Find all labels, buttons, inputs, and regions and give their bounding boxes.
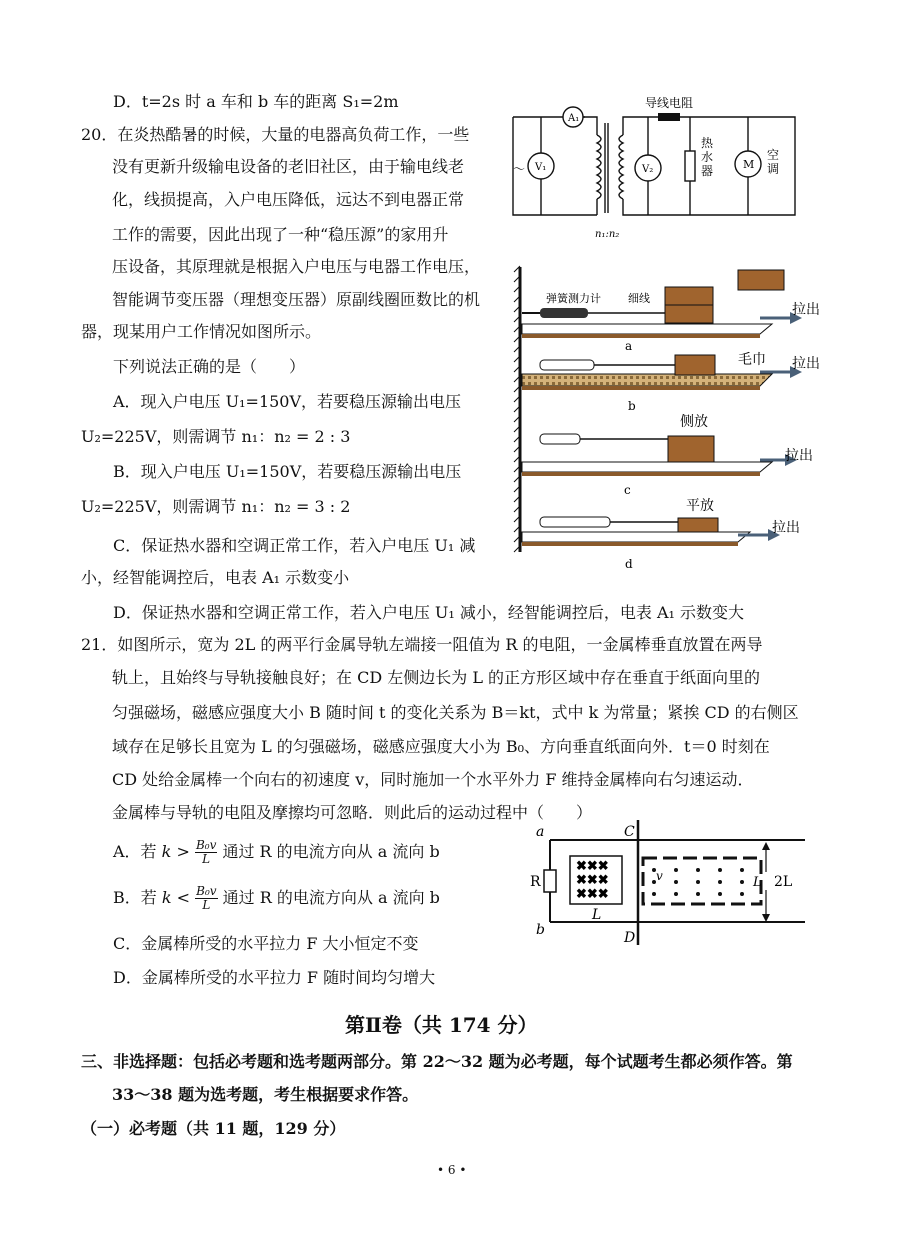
q20-option-d: D．保证热水器和空调正常工作，若入户电压 U₁ 减小，经智能调控后，电表 A₁ 示数变大 xyxy=(113,603,745,622)
field-out-of-page-dots xyxy=(652,868,744,896)
heater-label xyxy=(701,135,714,178)
thin-string-label: 细线 xyxy=(628,292,650,305)
q20-line-6: 智能调节变压器（理想变压器）原副线圈匝数比的机 xyxy=(112,290,481,309)
ammeter-label: A₁ xyxy=(568,113,580,124)
q20-option-a-1: A．现入户电压 U₁=150V，若要稳压源输出电压 xyxy=(113,392,462,411)
panel-b-label: b xyxy=(628,399,636,413)
q21-option-b xyxy=(113,883,440,913)
label-l-right: L xyxy=(753,875,762,890)
q21-option-b-prefix: B．若 xyxy=(113,888,157,907)
side-placed-label: 侧放 xyxy=(680,414,708,430)
q19-option-d: D．t=2s 时 a 车和 b 车的距离 S₁=2m xyxy=(113,92,399,111)
q20-prompt: 下列说法正确的是（ ） xyxy=(113,357,306,376)
pull-out-label-b: 拉出 xyxy=(792,356,820,372)
q21-option-a-k: k > xyxy=(161,842,190,861)
q21-option-b-suffix: 通过 R 的电流方向从 a 流向 b xyxy=(222,888,440,907)
section-intro-1: 三、非选择题：包括必考题和选考题两部分。第 22～32 题为必考题，每个试题考生都必须作答。第 xyxy=(81,1052,793,1071)
q21-option-d: D．金属棒所受的水平拉力 F 随时间均匀增大 xyxy=(113,968,436,987)
ac-symbol: ～ xyxy=(513,162,526,176)
q21-option-a-suffix: 通过 R 的电流方向从 a 流向 b xyxy=(222,842,440,861)
section-subheading: （一）必考题（共 11 题，129 分） xyxy=(81,1119,346,1138)
flat-placed-label: 平放 xyxy=(686,498,714,514)
frac-den: L xyxy=(202,898,211,912)
q20-line-1: 20．在炎热酷暑的时候，大量的电器高负荷工作，一些 xyxy=(81,125,470,144)
motor-label: M xyxy=(743,158,755,171)
label-v: v xyxy=(656,869,663,883)
pull-out-label-c: 拉出 xyxy=(785,448,813,464)
pull-out-label-d: 拉出 xyxy=(772,520,800,536)
voltmeter1-label: V₁ xyxy=(535,162,547,173)
q20-option-c-1: C．保证热水器和空调正常工作，若入户电压 U₁ 减 xyxy=(113,536,476,555)
q21-option-a-fraction xyxy=(195,839,217,866)
label-d: D xyxy=(624,930,636,946)
q20-line-4: 工作的需要，因此出现了一种“稳压源”的家用升 xyxy=(112,225,449,244)
q21-line-1: 21．如图所示，宽为 2L 的两平行金属导轨左端接一阻值为 R 的电阻，一金属棒垂直放置在两导 xyxy=(81,635,763,654)
q21-line-3: 匀强磁场，磁感应强度大小 B 随时间 t 的变化关系为 B＝kt，式中 k 为常量；紧挨 CD 的右侧区 xyxy=(112,703,799,722)
q21-option-b-fraction xyxy=(195,885,217,912)
ratio-label: n₁:n₂ xyxy=(595,229,620,240)
q20-line-5: 压设备，其原理就是根据入户电压与电器工作电压， xyxy=(112,257,481,276)
frac-num: B₀v xyxy=(196,884,217,898)
spring-scale-label: 弹簧测力计 xyxy=(546,292,601,305)
q20-line-2: 没有更新升级输电设备的老旧社区，由于输电线老 xyxy=(112,157,465,176)
q20-line-3: 化，线损提高，入户电压降低，远达不到电器正常 xyxy=(112,190,465,209)
label-l: L xyxy=(592,907,602,923)
svg-text:✖✖✖: ✖✖✖ xyxy=(576,887,609,902)
panel-a-label: a xyxy=(625,339,633,353)
vertical-char: 器 xyxy=(701,164,714,178)
panel-d-label: d xyxy=(625,557,633,571)
q20-option-b-2: U₂=225V，则需调节 n₁：n₂ = 3 : 2 xyxy=(81,497,351,516)
q21-option-c: C．金属棒所受的水平拉力 F 大小恒定不变 xyxy=(113,934,419,953)
section-intro-2: 33～38 题为选考题，考生根据要求作答。 xyxy=(112,1085,419,1104)
svg-text:✖✖✖: ✖✖✖ xyxy=(576,873,609,888)
towel-label: 毛巾 xyxy=(738,352,766,368)
vertical-char: 水 xyxy=(701,150,714,164)
frac-den: L xyxy=(202,852,211,866)
q20-line-7: 器，现某用户工作情况如图所示。 xyxy=(81,322,322,341)
label-2l: 2L xyxy=(774,874,793,890)
q21-option-b-k: k < xyxy=(161,888,191,907)
wire-resistor-label: 导线电阻 xyxy=(645,96,694,110)
q21-option-a xyxy=(113,837,440,867)
vertical-char: 热 xyxy=(701,136,714,150)
q21-line-4: 域存在足够长且宽为 L 的匀强磁场，磁感应强度大小为 B₀、方向垂直纸面向外．t＝0 时刻在 xyxy=(112,737,770,756)
frac-num: B₀v xyxy=(195,838,217,852)
rail-magnetic-field-figure xyxy=(530,820,810,950)
section-title: 第Ⅱ卷（共 174 分） xyxy=(345,1013,538,1037)
q20-option-b-1: B．现入户电压 U₁=150V，若要稳压源输出电压 xyxy=(113,462,462,481)
aircon-label xyxy=(767,147,779,176)
vertical-char: 空 xyxy=(767,148,780,162)
pull-out-label-a: 拉出 xyxy=(792,302,820,318)
q21-line-6: 金属棒与导轨的电阻及摩擦均可忽略．则此后的运动过程中（ ） xyxy=(112,803,593,822)
q20-option-c-2: 小，经智能调控后，电表 A₁ 示数变小 xyxy=(81,568,350,587)
label-r: R xyxy=(530,874,541,890)
svg-text:✖✖✖: ✖✖✖ xyxy=(576,859,609,874)
label-b: b xyxy=(536,922,545,938)
q21-line-2: 轨上，且始终与导轨接触良好；在 CD 左侧边长为 L 的正方形区域中存在垂直于纸面向里的 xyxy=(112,668,761,687)
page-number: • 6 • xyxy=(437,1163,467,1177)
q21-line-5: CD 处给金属棒一个向右的初速度 v，同时施加一个水平外力 F 维持金属棒向右匀速运动． xyxy=(112,770,754,789)
field-into-page-marks xyxy=(576,859,609,902)
vertical-char: 调 xyxy=(767,162,780,176)
q21-option-a-prefix: A．若 xyxy=(113,842,157,861)
label-a: a xyxy=(536,824,545,840)
voltmeter2-label: V₂ xyxy=(642,164,654,175)
friction-experiment-figure xyxy=(510,262,840,577)
panel-c-label: c xyxy=(624,483,631,497)
q20-option-a-2: U₂=225V，则需调节 n₁：n₂ = 2 : 3 xyxy=(81,427,351,446)
label-c: C xyxy=(624,824,635,840)
transformer-circuit-figure xyxy=(505,95,805,245)
